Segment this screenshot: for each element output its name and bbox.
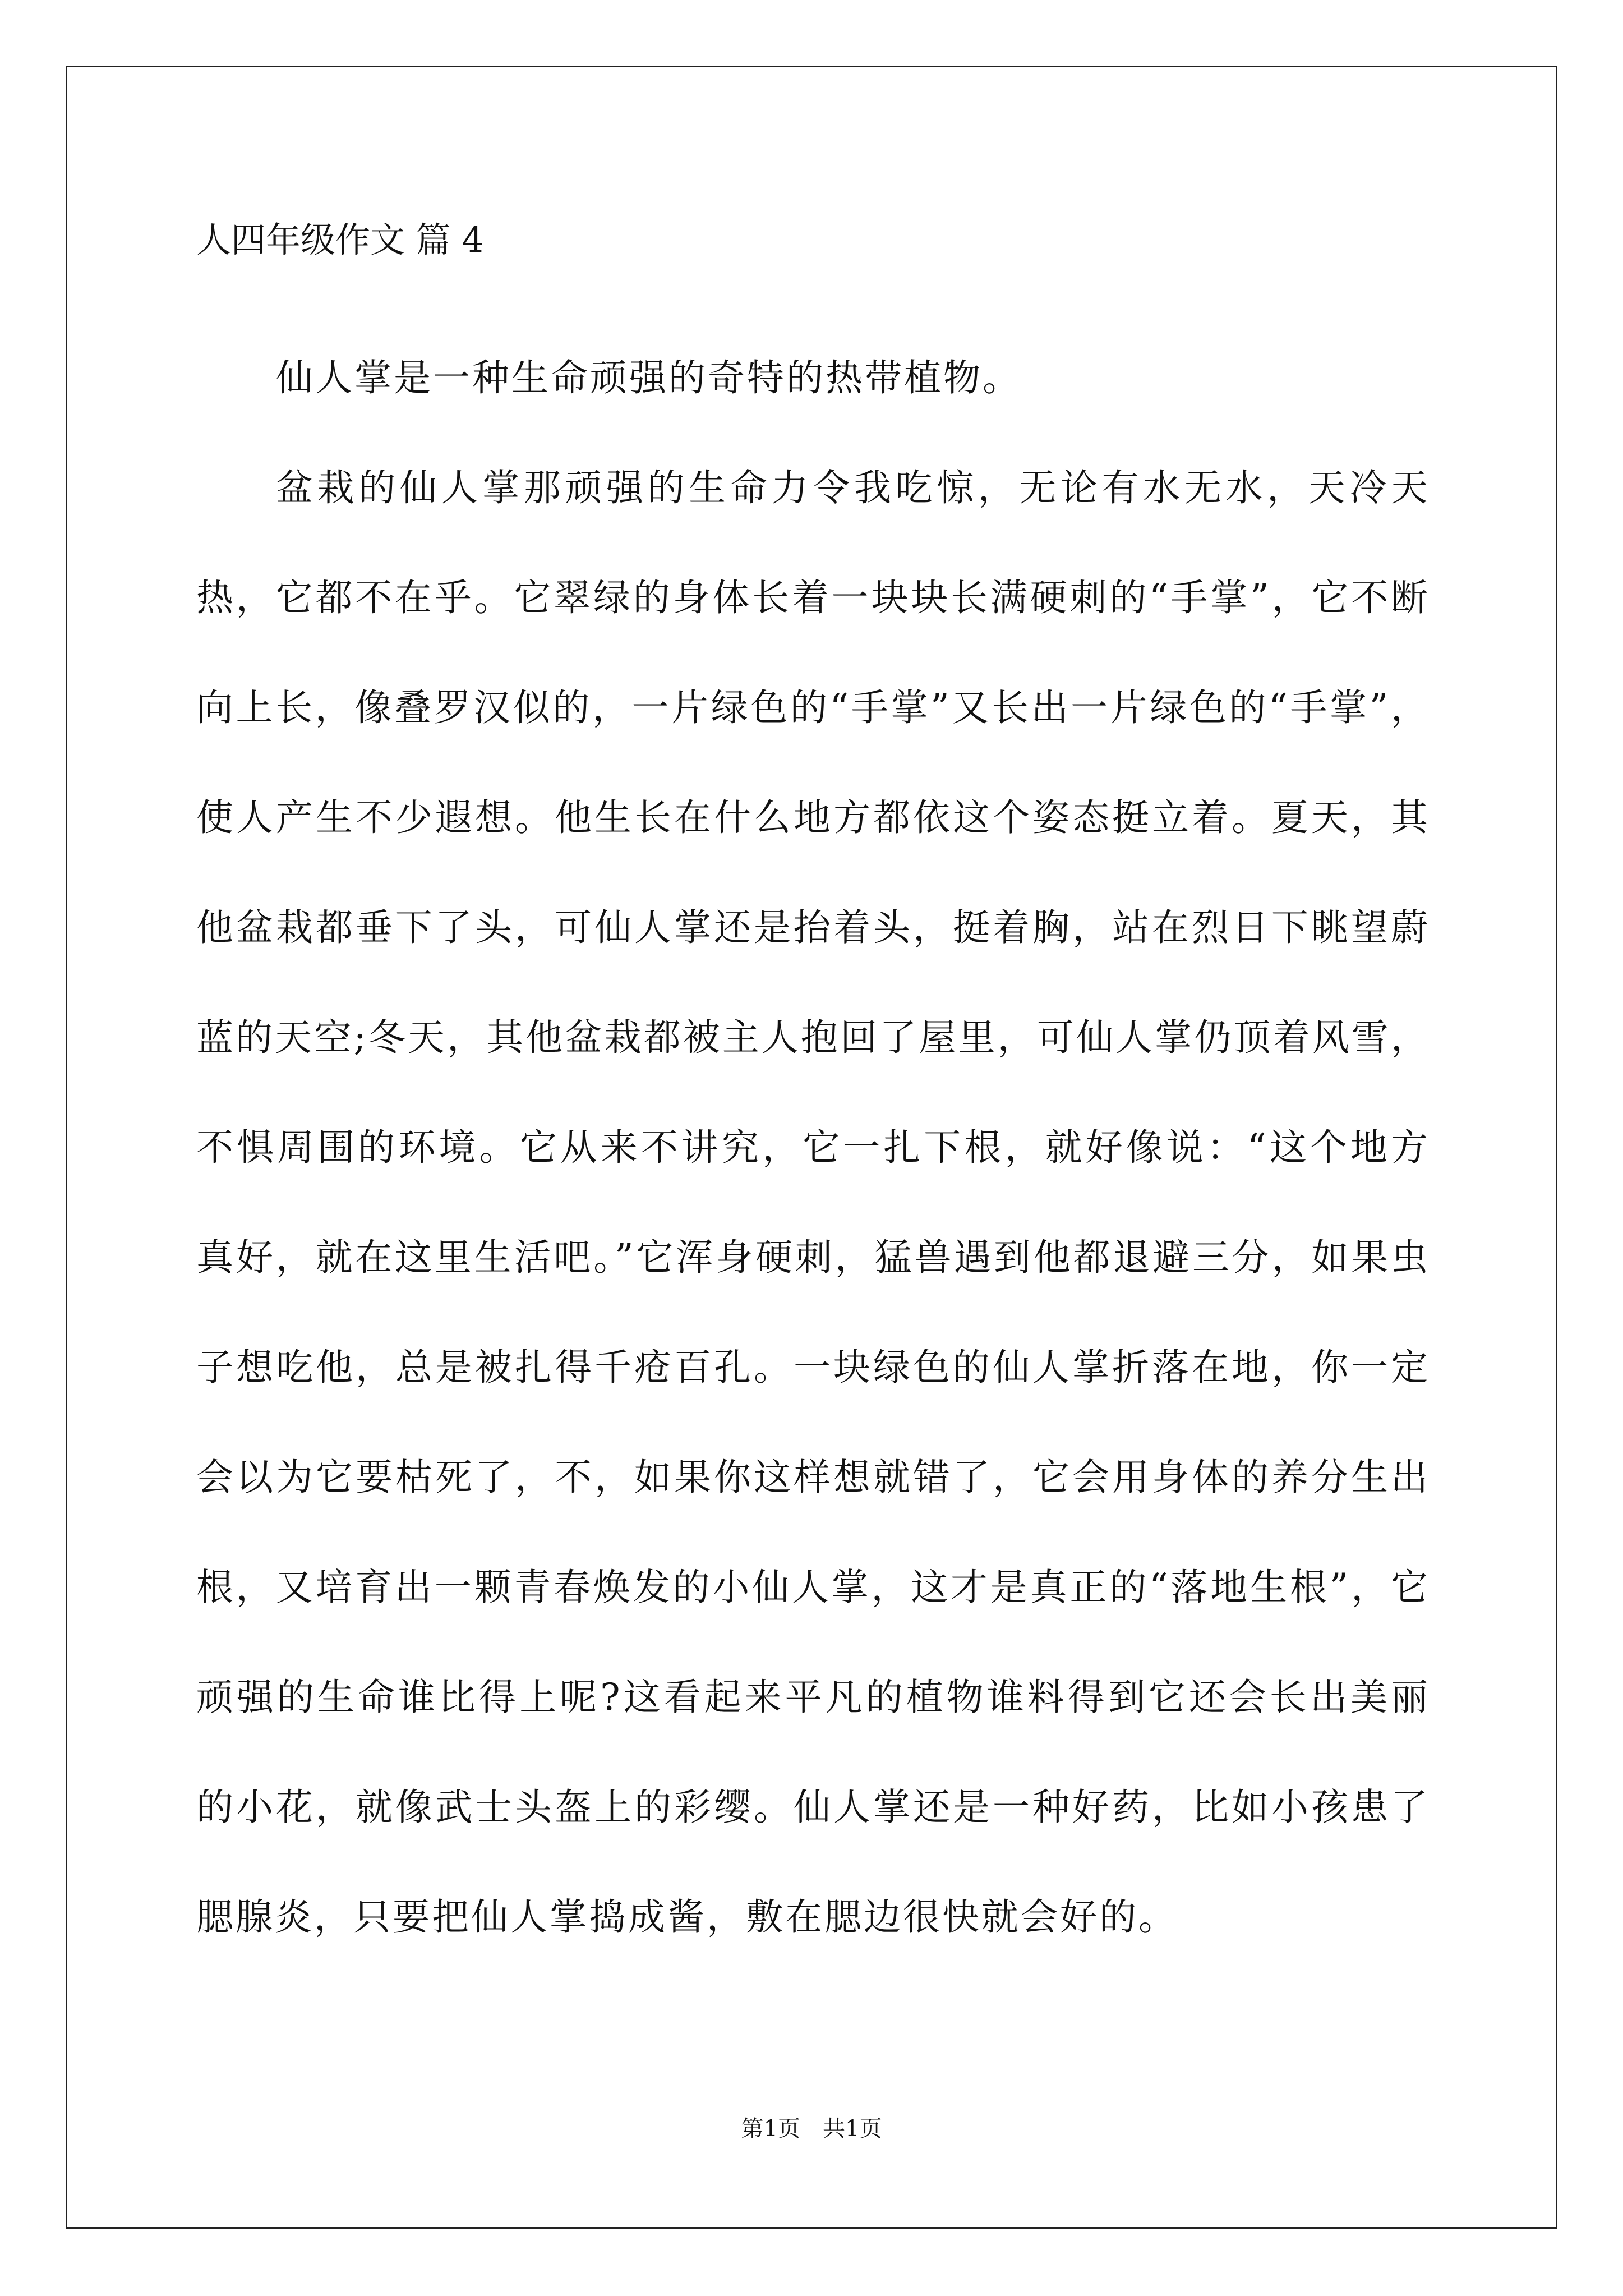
essay-title: 人四年级作文 篇 4 — [196, 219, 484, 260]
paragraph-2: 盆栽的仙人掌那顽强的生命力令我吃惊，无论有水无水，天冷天热，它都不在乎。它翠绿的身体长着一块块长满硬刺的“手掌”，它不断向上长，像叠罗汉似的，一片绿色的“手掌”又长出一片绿色的“手掌”，使人产生不少遐想。他生长在什么地方都依这个姿态挺立着。夏天，其他盆栽都垂下了头，可仙人掌还是抬着头，挺着胸，站在烈日下眺望蔚蓝的天空;冬天，其他盆栽都被主人抱回了屋里，可仙人掌仍顶着风雪，不惧周围的环境。它从来不讲究，它一扎下根，就好像说：“这个地方真好，就在这里生活吧。”它浑身硬刺，猛兽遇到他都退避三分，如果虫子想吃他，总是被扎得千疮百孔。一块绿色的仙人掌折落在地，你一定会以为它要枯死了，不，如果你这样想就错了，它会用身体的养分生出根，又培育出一颗青春焕发的小仙人掌，这才是真正的“落地生根”，它顽强的生命谁比得上呢?这看起来平凡的植物谁料得到它还会长出美丽的小花，就像武士头盔上的彩缨。仙人掌还是一种好药，比如小孩患了腮腺炎，只要把仙人掌捣成酱，敷在腮边很快就会好的。 — [196, 466, 1430, 1939]
paragraph-1: 仙人掌是一种生命顽强的奇特的热带植物。 — [276, 356, 1022, 399]
page-footer: 第1页 共1页 — [741, 2116, 882, 2142]
document-body — [196, 213, 1430, 1972]
